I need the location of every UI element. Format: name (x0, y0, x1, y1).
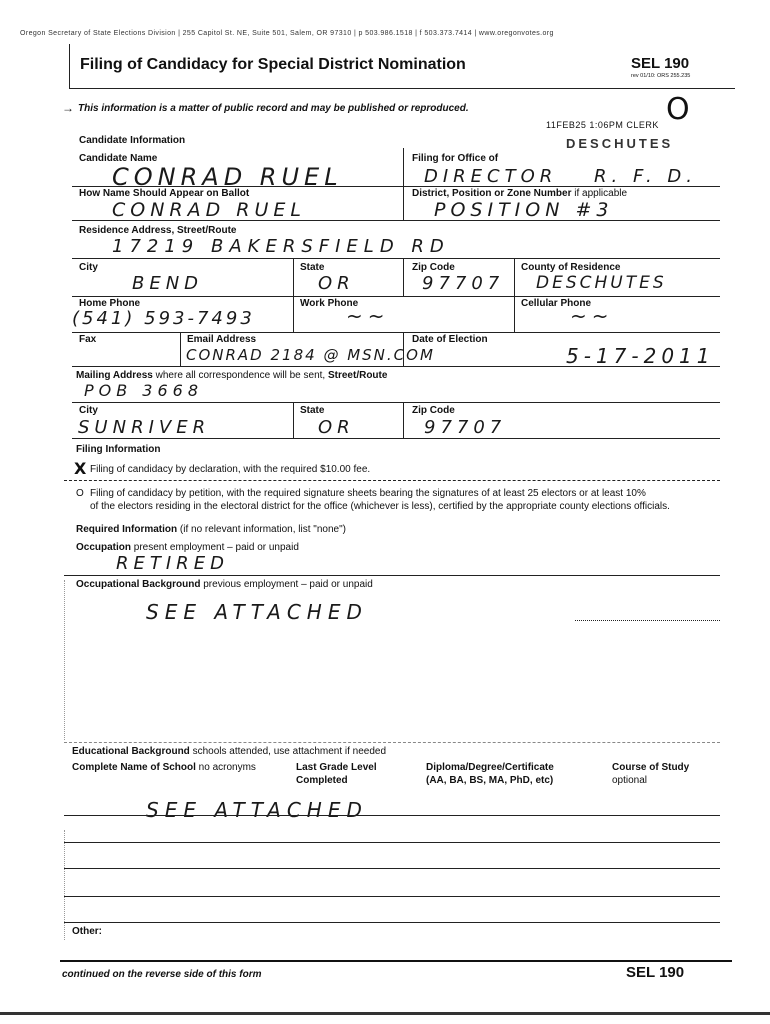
cell-phone-label: Cellular Phone (521, 298, 592, 309)
divider (403, 402, 404, 438)
course-label-line1: Course of Study (612, 762, 690, 773)
school-label (72, 762, 256, 773)
election-date-label: Date of Election (412, 334, 488, 345)
received-stamp: 11FEB25 1:06PM CLERK (546, 120, 659, 130)
divider (180, 332, 181, 366)
rule (72, 366, 720, 367)
education-value: SEE ATTACHED (146, 798, 368, 822)
footer-rule (60, 960, 732, 962)
mail-city-value: SUNRIVER (78, 417, 211, 438)
divider (293, 402, 294, 438)
ballot-name-value: CONRAD RUEL (112, 199, 307, 221)
declaration-text: Filing of candidacy by declaration, with the required $10.00 fee. (90, 464, 371, 475)
mail-state-label: State (300, 405, 325, 416)
home-phone-value: (541) 593-7493 (72, 308, 255, 329)
rule (64, 815, 720, 816)
state-value: OR (318, 273, 355, 294)
education-label (72, 746, 386, 757)
petition-text-line2: of the electors residing in the electoral district for the office (whichever is less), certified by the appropriate county elections officials. (90, 501, 670, 512)
work-phone-label: Work Phone (300, 298, 359, 309)
fax-label: Fax (79, 334, 97, 345)
candidate-name-label: Candidate Name (79, 153, 158, 164)
occupation-label-note: present employment – paid or unpaid (131, 542, 299, 553)
background-label-note: previous employment – paid or unpaid (200, 579, 373, 590)
rule (72, 186, 720, 187)
circle-mark: O (666, 92, 690, 127)
rule (64, 868, 720, 869)
email-label: Email Address (187, 334, 257, 345)
school-label-note: no acronyms (195, 762, 256, 773)
divider (514, 296, 515, 332)
rule (64, 922, 720, 923)
form-title: Filing of Candidacy for Special District Nomination (80, 56, 466, 73)
district-label-text: District, Position or Zone Number (412, 188, 572, 199)
education-label-text: Educational Background (72, 746, 190, 757)
city-label: City (79, 262, 98, 273)
divider (293, 258, 294, 296)
candidate-info-heading: Candidate Information (79, 135, 186, 146)
residence-label: Residence Address, Street/Route (79, 225, 237, 236)
rule (64, 480, 720, 481)
office-label: Filing for Office of (412, 153, 499, 164)
filing-info-heading: Filing Information (76, 444, 161, 455)
rule (64, 896, 720, 897)
header-underline (69, 88, 735, 89)
divider (403, 258, 404, 296)
divider (514, 258, 515, 296)
background-label (76, 579, 373, 590)
zip-label: Zip Code (412, 262, 455, 273)
occupation-value: RETIRED (116, 553, 229, 574)
margin-line (64, 830, 65, 940)
state-label: State (300, 262, 325, 273)
mailing-label (76, 370, 387, 381)
divider (403, 186, 404, 220)
home-phone-label: Home Phone (79, 298, 141, 309)
footer-form-code: SEL 190 (626, 964, 685, 981)
occupation-label-text: Occupation (76, 542, 132, 553)
candidate-name-value: CONRAD RUEL (112, 163, 343, 191)
scan-edge (0, 1012, 770, 1015)
mailing-label-note: where all correspondence will be sent, (152, 370, 328, 381)
rule (72, 220, 720, 221)
rule (72, 438, 720, 439)
work-phone-value: ~~ (346, 304, 390, 328)
form-code: SEL 190 (631, 55, 690, 72)
required-info-note: (if no relevant information, list "none") (177, 524, 346, 535)
mail-state-value: OR (318, 417, 355, 438)
occupation-label (76, 542, 299, 553)
public-record-notice: This information is a matter of public record and may be published or reproduced. (78, 103, 469, 114)
divider (403, 148, 404, 186)
email-value: CONRAD 2184 @ MSN.COM (186, 346, 435, 364)
office-value: DIRECTOR (424, 166, 558, 187)
diploma-label-line1: Diploma/Degree/Certificate (426, 762, 554, 773)
petition-text-line1: Filing of candidacy by petition, with the required signature sheets bearing the signatures of at least 25 electors or at least 10% (90, 488, 646, 499)
rule (72, 258, 720, 259)
ballot-name-label: How Name Should Appear on Ballot (79, 188, 250, 199)
mailing-label-suffix: Street/Route (327, 370, 388, 381)
mailing-value: POB 3668 (84, 381, 204, 400)
diploma-label-line2: (AA, BA, BS, MA, PhD, etc) (426, 775, 554, 786)
agency-contact-line: Oregon Secretary of State Elections Division | 255 Capitol St. NE, Suite 501, Salem, OR 97310 | p 503.986.1518 | f 503.373.7414 | www.oregonvotes.org (20, 30, 554, 37)
required-info-heading (76, 524, 346, 535)
district-label-note: if applicable (571, 188, 628, 199)
background-label-text: Occupational Background (76, 579, 201, 590)
mailing-label-text: Mailing Address (76, 370, 153, 381)
course-label-line2: optional (612, 775, 648, 786)
rule (72, 402, 720, 403)
petition-radio[interactable]: O (76, 488, 84, 499)
election-date-value: 5-17-2011 (566, 344, 715, 368)
cell-phone-value: ~~ (570, 304, 614, 328)
background-value: SEE ATTACHED (146, 600, 368, 624)
declaration-checkbox[interactable]: X (74, 459, 87, 478)
district-label (412, 188, 627, 199)
district-value: POSITION #3 (434, 199, 614, 221)
rule (64, 575, 720, 576)
grade-label-line1: Last Grade Level (296, 762, 377, 773)
education-label-note: schools attended, use attachment if needed (189, 746, 387, 757)
rule (575, 620, 720, 621)
grade-label-line2: Completed (296, 775, 348, 786)
city-value: BEND (132, 273, 204, 294)
rule (72, 296, 720, 297)
header-bracket (69, 44, 70, 88)
county-label: County of Residence (521, 262, 621, 273)
county-stamp: DESCHUTES (566, 136, 674, 151)
other-label: Other: (72, 926, 102, 937)
county-value: DESCHUTES (536, 273, 667, 293)
office-district-value: R. F. D. (594, 166, 698, 187)
mail-zip-label: Zip Code (412, 405, 455, 416)
mail-zip-value: 97707 (424, 417, 507, 438)
residence-value: 17219 BAKERSFIELD RD (112, 236, 450, 257)
school-label-text: Complete Name of School (72, 762, 196, 773)
form-revision: rev 01/10: ORS 255.235 (631, 73, 691, 79)
arrow-right-icon: → (62, 101, 74, 115)
required-info-label: Required Information (76, 524, 178, 535)
rule (72, 332, 720, 333)
divider (293, 296, 294, 332)
rule (64, 742, 720, 743)
zip-value: 97707 (422, 273, 505, 294)
margin-line (64, 580, 65, 740)
mail-city-label: City (79, 405, 98, 416)
continued-note: continued on the reverse side of this form (62, 969, 262, 980)
rule (64, 842, 720, 843)
